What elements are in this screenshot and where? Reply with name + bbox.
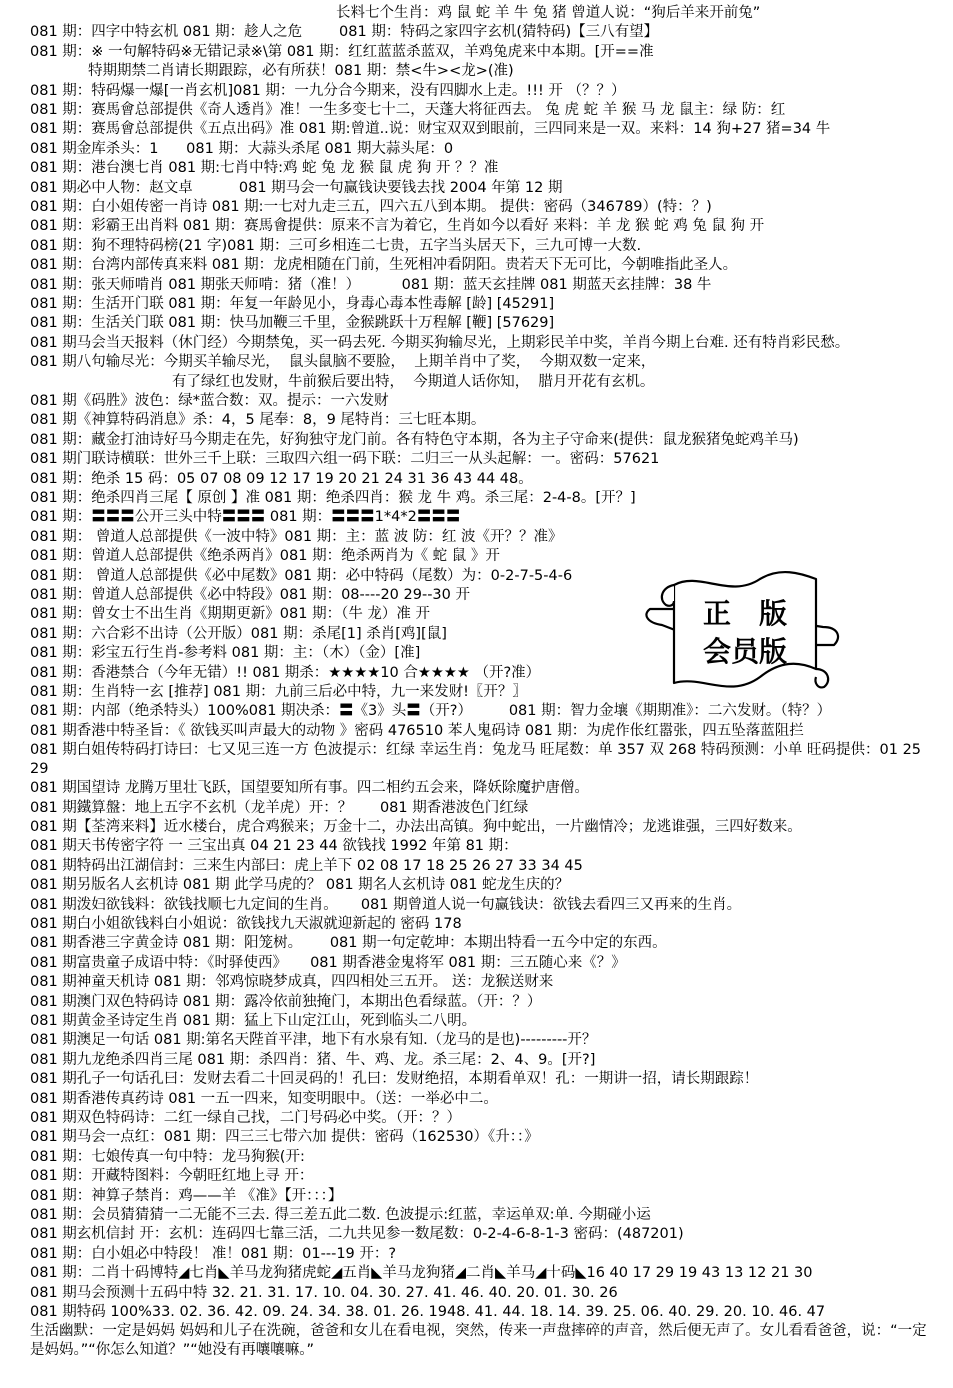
text-line: 081 期：白小姐传密一肖诗 081 期:一七对九走三五，四六五八到本期。 提供：密码（346789）(特：？) — [30, 199, 712, 215]
text-line: 081 期：四字中特玄机 081 期：趁人之危 081 期：特码之家四字玄机(猜特码)【三八有望】 — [30, 24, 659, 41]
genuine-member-edition-stamp — [640, 565, 845, 705]
text-line: 081 期：曾道人总部提供《必中特段》081 期：08----20 29--30 开 — [30, 587, 470, 603]
text-line: 081 期：开藏特图料：今朝旺红地上寻 开： — [30, 1168, 314, 1185]
stamp-line-member: 会员版 — [702, 635, 788, 668]
text-line: 081 期：彩宝五行生肖-参考料 081 期：主：（木）（金）[准] — [30, 645, 421, 662]
text-line: 081 期：特码爆一爆[一肖玄机]081 期：一九分合今期来，没有四脚水上走。!!! 开 （？？） — [30, 82, 626, 99]
text-line: 081 期马会当天报料（休门经）今期禁兔，买一码去死. 今期买狗输尽光，上期彩民羊中奖，羊肖今期上台难. 还有特肖彩民愁。 — [30, 334, 850, 351]
text-line: 081 期【荃湾来料】近水楼台，虎合鸡猴来；万金十二，办法出高镇。狗中蛇出，一片幽情冷；龙逃谁强，三四好数来。 — [30, 819, 802, 835]
text-line: 081 期：张天师啃肖 081 期张天师啃：猪（准！） 081 期：蓝天玄挂牌 081 期蓝天玄挂牌：38 牛 — [30, 276, 712, 293]
text-line: 081 期：※ 一句解特码※无错记录※\第 081 期：红红蓝蓝杀蓝双，羊鸡兔虎来中本期。[开==准 — [30, 43, 654, 60]
text-line: 081 期：绝杀四肖三尾【 原创 】准 081 期：绝杀四肖：猴 龙 牛 鸡。杀三尾：2-4-8。[开？] — [30, 490, 636, 506]
text-line: 081 期国望诗 龙腾万里壮飞跃，国望要知所有事。四二相约五会来，降妖除魔护唐僧。 — [30, 780, 589, 797]
text-line: 081 期：港台澳七肖 081 期:七肖中特:鸡 蛇 兔 龙 猴 鼠 虎 狗 开 ？？准 — [30, 160, 499, 177]
text-line: 081 期：内部（绝杀特头）100%081 期决杀：〓《3》头〓（开?） 081 期：智力金壤《期期准》：二六发财。（特？） — [30, 703, 832, 720]
text-line: 081 期白小姐欲钱料白小姐说：欲钱找九天淑就迎新起的 密码 178 — [30, 916, 462, 932]
text-line: 081 期：〓〓〓公开三头中特〓〓〓 081 期：〓〓〓1*4*2〓〓〓 — [30, 509, 461, 526]
text-line: 081 期：藏金打油诗好马今期走在先，好狗独守龙门前。各有特色守本期，各为主子守命来(提供：鼠龙猴猪兔蛇鸡羊马) — [30, 431, 799, 448]
text-line: 081 期：台湾内部传真来料 081 期：龙虎相随在门前，生死相冲看阴阳。贵若天下无可比，今朝唯指此圣人。 — [30, 257, 738, 274]
text-line: 081 期黄金圣诗定生肖 081 期：猛上下山定江山，死到临头二八明。 — [30, 1013, 477, 1029]
text-line: 081 期孔子一句话孔曰：发财去看二十回灵码的！孔曰：发财绝招，本期看单双！孔：一期讲一招，请长期跟踪！ — [30, 1071, 759, 1088]
text-line: 081 期特码 100%33. 02. 36. 42. 09. 24. 34. 38. 01. 26. 1948. 41. 44. 18. 14. 39. 25. 06. 40. 29. 20. 10. 46. 47 — [30, 1304, 826, 1320]
text-line: 081 期：绝杀 15 码：05 07 08 09 12 17 19 20 21 24 31 36 43 44 48。 — [30, 470, 533, 487]
stamp-line-genuine: 正 版 — [702, 597, 788, 630]
text-line: 081 期天书传密字符 一 三宝出真 04 21 23 44 欲钱找 1992 年第 81 期： — [30, 838, 518, 855]
text-line: 081 期另版名人玄机诗 081 期 此学马虎的？ 081 期名人玄机诗 081 蛇龙生庆的？ — [30, 877, 570, 894]
text-line: 有了绿红也发财，牛前猴后要出特， 今期道人话你知， 腊月开花有玄机。 — [172, 373, 655, 390]
text-line: 081 期白姐传特码打诗曰：七又见三连一方 色波提示：红绿 幸运生肖：兔龙马 旺尾数：单 357 双 268 特码预测：小单 旺码提供：01 25 29 — [30, 742, 922, 778]
text-line: 081 期：赛馬會总部提供《奇人透肖》准！一生多变七十二，天蓬大将征西去。 兔 虎 蛇 羊 猴 马 龙 鼠主：绿 防：红 — [30, 102, 786, 118]
text-line: 081 期： 曾道人总部提供《一波中特》081 期：主：蓝 波 防：红 波《开？？准》 — [30, 528, 563, 545]
text-line: 081 期神童天机诗 081 期：邻鸡惊晓梦成真，四四相处三五开。 送：龙猴送财来 — [30, 974, 554, 991]
text-line: 081 期九龙绝杀四肖三尾 081 期：杀四肖：猪、牛、鸡、龙。杀三尾：2、4、9。[开?] — [30, 1051, 596, 1068]
text-line: 081 期： 曾道人总部提供《必中尾数》081 期：必中特码（尾数）为：0-2-7-5-4-6 — [30, 567, 573, 584]
text-line: 081 期：六合彩不出诗（公开版）081 期：杀尾[1] 杀肖[鸡][鼠] — [30, 625, 447, 642]
text-line: 081 期泼妇欲钱料：欲钱找顺七九定间的生肖。 081 期曾道人说一句赢钱诀：欲钱去看四三又再来的生肖。 — [30, 896, 742, 913]
text-line: 特期期禁二肖请长期跟踪，必有所获！081 期：禁<牛><龙>(准) — [88, 63, 514, 80]
text-line: 081 期香港中特圣旨：《 欲钱买叫声最大的动物 》密码 476510 苯人鬼码诗 081 期：为虎作伥红嚣张，四五坠落蓝阻拦 — [30, 722, 804, 739]
text-line: 081 期：生活关门联 081 期：快马加鞭三千里，金猴跳跃十万程解 [鞭] [57629] — [30, 315, 555, 332]
text-line: 081 期马会一点红：081 期：四三三七带六加 提供：密码（162530）《升：：》 — [30, 1129, 539, 1146]
text-line: 081 期金库杀头：1 081 期：大蒜头杀尾 081 期大蒜头尾：0 — [30, 140, 454, 157]
text-line: 081 期必中人物：赵文卓 081 期马会一句赢钱诀要钱去找 2004 年第 12 期 — [30, 179, 563, 196]
text-line: 081 期香港三字黄金诗 081 期：阳笼树。 081 期一句定乾坤：本期出特看一五今中定的东西。 — [30, 935, 667, 952]
text-line: 081 期玄机信封 开：玄机：连码四七靠三活，二九共见参一数尾数：0-2-4-6-8-1-3 密码：(487201) — [30, 1226, 684, 1243]
text-line: 081 期《神算特码消息》杀：4，5 尾奉：8，9 尾特肖：三七旺本期。 — [30, 412, 486, 429]
text-line: 长料七个生肖：鸡 鼠 蛇 羊 牛 兔 猪 曾道人说：“狗后羊来开前兔” — [336, 5, 761, 21]
text-line: 081 期：七娘传真一句中特：龙马狗猴(开: — [30, 1148, 305, 1165]
text-line: 081 期：会员猜猜猜一二无能不三去. 得三差五此二数. 色波提示:红蓝，幸运单双:单. 今期碰小运 — [30, 1207, 651, 1223]
text-line: 081 期：曾道人总部提供《绝杀两肖》081 期：绝杀两肖为《 蛇 鼠 》开 — [30, 548, 500, 565]
text-line: 081 期马会预测十五码中特 32. 21. 31. 17. 10. 04. 30. 27. 41. 46. 40. 20. 01. 30. 26 — [30, 1284, 618, 1301]
text-line: 081 期：彩霸王出肖料 081 期：赛馬會提供：原来不言为着它，生肖如今以看好 来料：羊 龙 猴 蛇 鸡 兔 鼠 狗 开 — [30, 218, 765, 235]
text-line: 081 期：生肖特一玄 [推荐] 081 期：九前三后必中特，九一来发财!〖开？〗 — [30, 684, 527, 700]
text-line: 081 期门联诗横联：世外三千上联：三取四六组一码下联：二归三一从头起解：一。密码：57621 — [30, 451, 660, 468]
text-line: 081 期双色特码诗：二红一绿自己找，二门号码必中奖。（开：？） — [30, 1110, 462, 1126]
text-line: 081 期特码出江湖信封：三来生内部曰：虎上羊下 02 08 17 18 25 26 27 33 34 45 — [30, 857, 583, 874]
text-line: 081 期：狗不理特码榜(21 字)081 期：三可乡相连二七贵，五字当头居天下，三九可博一大数. — [30, 237, 642, 254]
text-line: 081 期：香港禁合（今年无错）!! 081 期杀：★★★★10 合★★★★ （开?准） — [30, 664, 541, 681]
text-line: 081 期：赛馬會总部提供《五点出码》准 081 期:曾道..说：财宝双双到眼前，三四同来是一双。来料：14 狗+27 猪=34 牛 — [30, 121, 831, 138]
text-line: 081 期：神算子禁肖：鸡——羊 《准》【开：：：】 — [30, 1187, 343, 1204]
text-line: 081 期《码胜》波色：绿*蓝合数：双。提示：一六发财 — [30, 393, 389, 409]
text-line: 081 期富贵童子成语中特：《时驿使西》 081 期香港金鬼将军 081 期：三五随心来《？》 — [30, 954, 626, 971]
text-line: 081 期澳足一句话 081 期:第名天陛首平津，地下有水泉有知.（龙马的是也)---------开？ — [30, 1032, 597, 1049]
text-line: 生活幽默：一定是妈妈 妈妈和儿子在洗碗，爸爸和女儿在看电视，突然，传来一声盘摔碎的声音，然后便无声了。女儿看看爸爸，说：“一定是妈妈。”“你怎么知道？”“她没有再嚷嚷嘛。” — [30, 1323, 927, 1359]
text-line: 081 期香港传真药诗 081 一五一四来，知变明眼中。（送：一举必中二。 — [30, 1090, 498, 1107]
text-line: 081 期澳门双色特码诗 081 期：露冷依前独掩门，本期出色看绿蓝。（开：？） — [30, 993, 542, 1010]
text-line: 081 期：曾女士不出生肖《期期更新》081 期：（牛 龙）准 开 — [30, 606, 431, 623]
text-line: 081 期：生活开门联 081 期：年复一年龄见小，身毒心毒本性毒解 [龄] [45291] — [30, 296, 555, 312]
text-line: 081 期八句输尽光：今期买羊输尽光， 鼠头鼠脑不要脸， 上期羊肖中了奖， 今期双数一定来， — [30, 354, 656, 371]
text-line: 081 期：白小姐必中特段！ 准！081 期：01---19 开：? — [30, 1245, 397, 1262]
text-line: 081 期鐵算盤：地上五字不玄机（龙羊虎）开：？ 081 期香港波色门红绿 — [30, 799, 529, 816]
text-line: 081 期：二肖十码博特◢七肖◣羊马龙狗猪虎蛇◢五肖◣羊马龙狗猪◢二肖◣羊马◢十码◣16 40 17 29 19 43 13 12 21 30 — [30, 1265, 813, 1282]
